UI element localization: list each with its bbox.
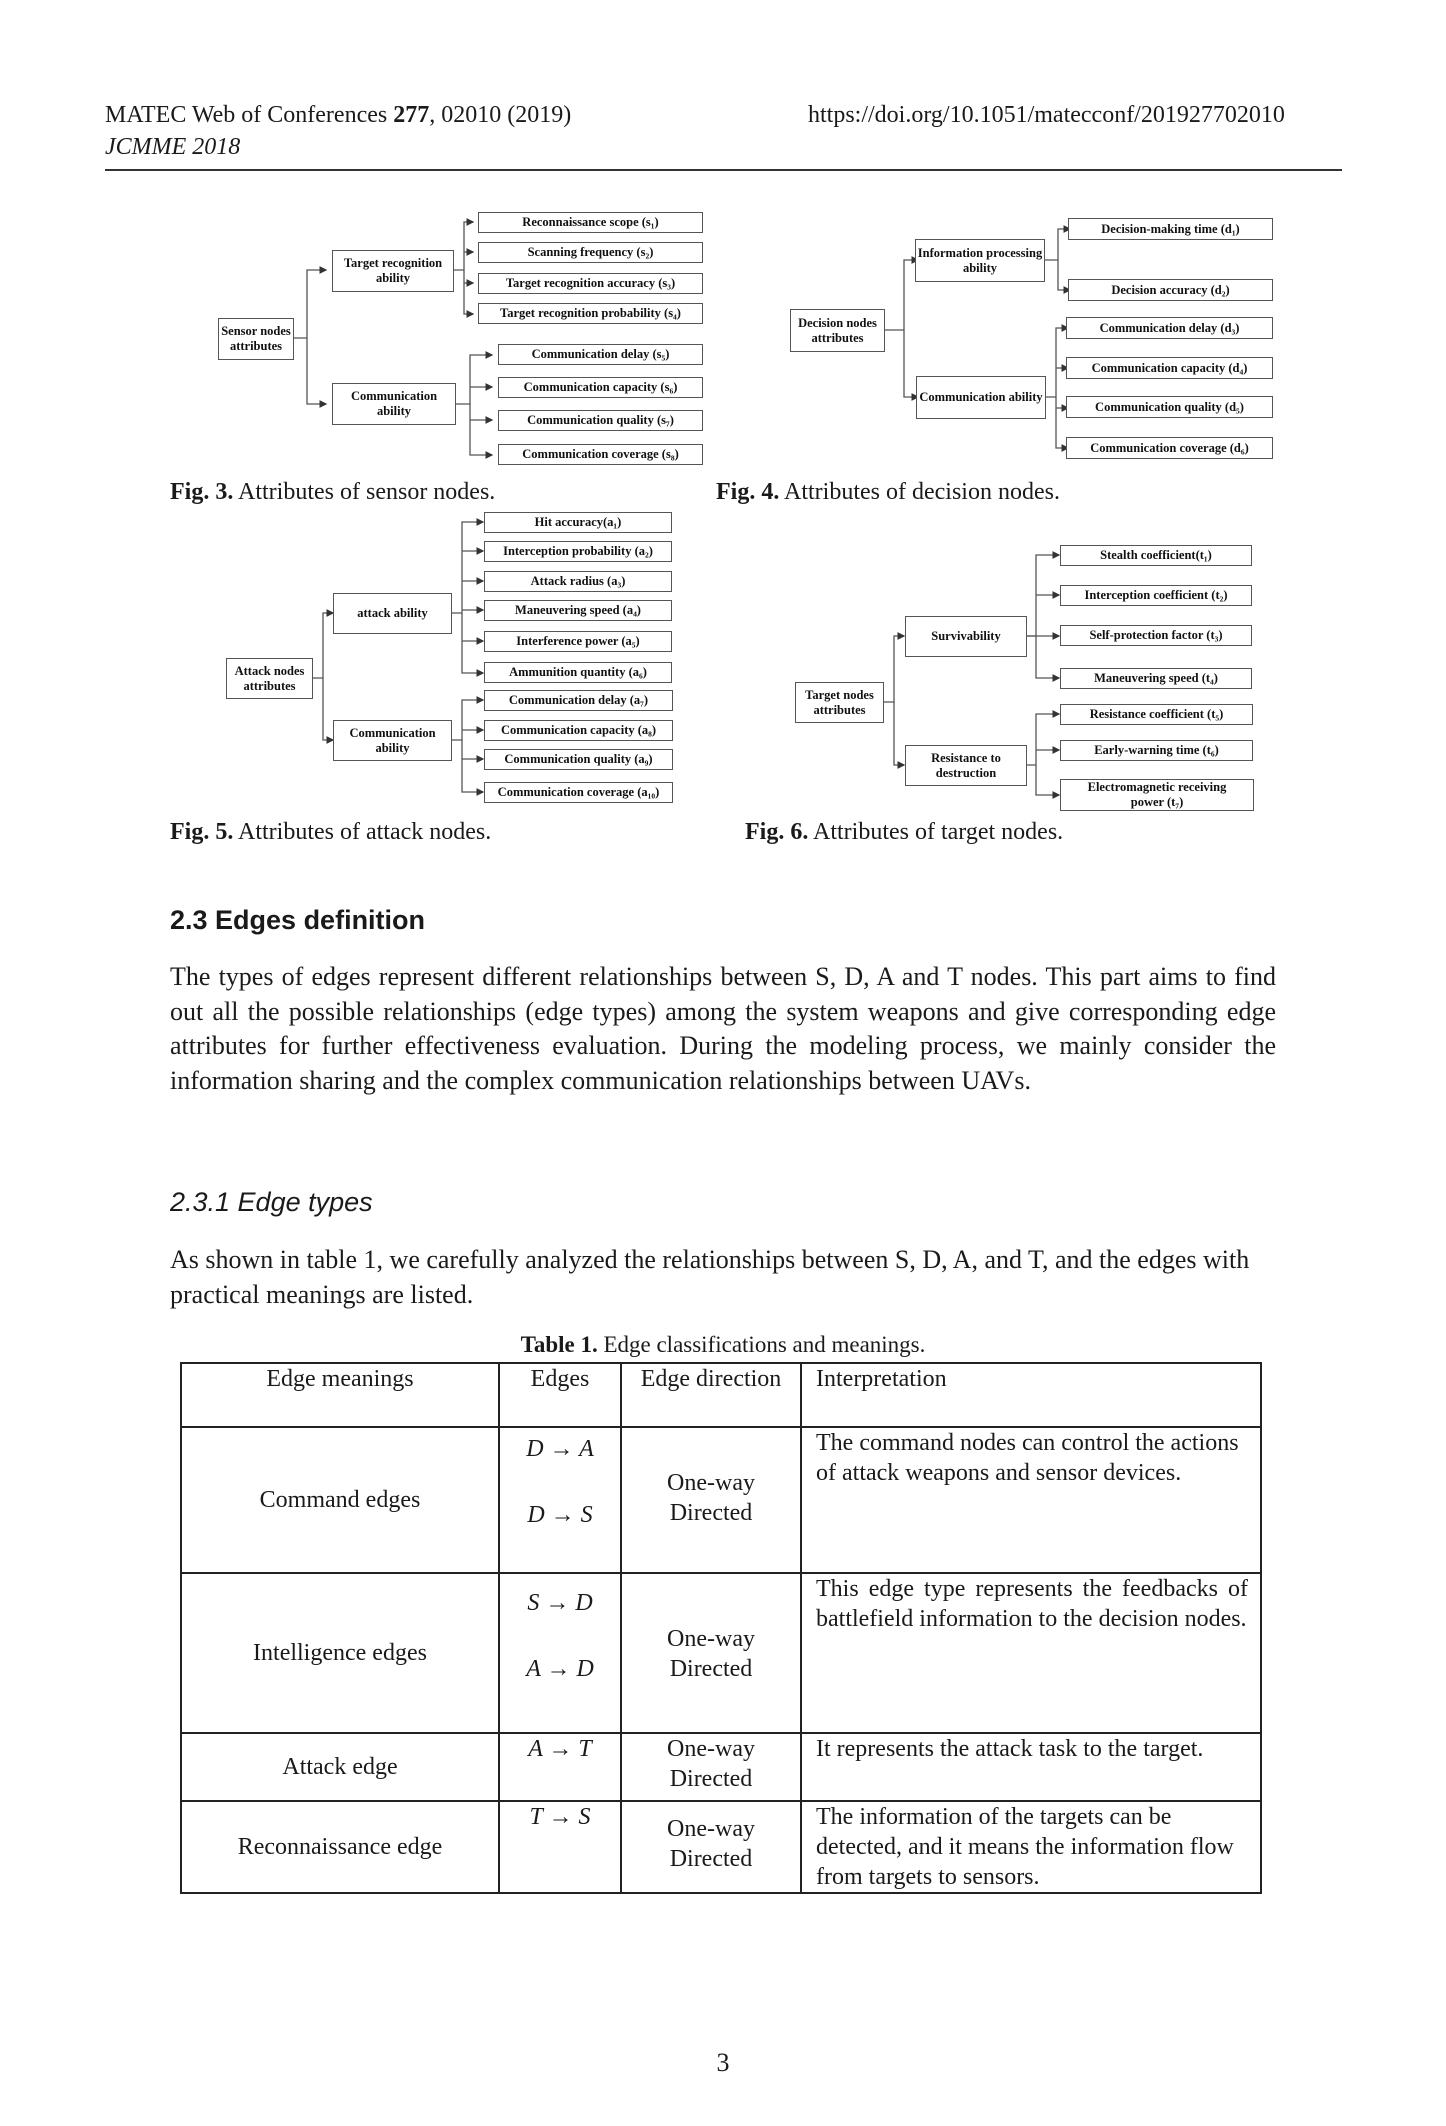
edge-formula: D → S	[527, 1502, 593, 1528]
article-number-year: , 02010 (2019)	[429, 102, 572, 128]
root-node: Decision nodes attributes	[790, 309, 885, 352]
figure-6-target-nodes-diagram	[780, 530, 1260, 810]
edges-cell	[499, 1427, 621, 1573]
leaf-node: Communication delay (a₇)	[484, 690, 673, 711]
leaf-node: Interference power (a₅)	[484, 631, 672, 652]
leaf-node: Scanning frequency (s₂)	[478, 242, 703, 263]
leaf-node: Resistance coefficient (t₅)	[1060, 704, 1253, 725]
edge-direction-text: One-way Directed	[667, 1816, 755, 1872]
figure-4-caption	[716, 477, 1060, 507]
edge-direction-cell	[621, 1733, 801, 1801]
leaf-node: Communication quality (s₇)	[498, 410, 703, 431]
column-header: Interpretation	[801, 1363, 1261, 1427]
table-row	[181, 1573, 1261, 1733]
running-header-journal	[105, 100, 571, 130]
figure-3-caption	[170, 477, 495, 507]
leaf-node: Decision-making time (d₁)	[1068, 218, 1273, 240]
edge-classification-table	[180, 1362, 1262, 1894]
edge-meaning-cell: Reconnaissance edge	[181, 1801, 499, 1893]
leaf-node: Communication coverage (s₈)	[498, 444, 703, 465]
leaf-node: Attack radius (a₃)	[484, 571, 672, 592]
leaf-node: Target recognition accuracy (s₃)	[478, 273, 703, 294]
interpretation-cell: The information of the targets can be detected, and it means the information flow from targets to sensors.	[801, 1801, 1261, 1893]
leaf-node: Communication quality (d₅)	[1066, 396, 1273, 418]
leaf-node: Communication delay (d₃)	[1066, 317, 1273, 339]
leaf-node: Interception probability (a₂)	[484, 541, 672, 562]
header-rule	[105, 169, 1342, 171]
leaf-node: Hit accuracy(a₁)	[484, 512, 672, 533]
figure-6-caption	[745, 817, 1063, 847]
figure-3-sensor-nodes-diagram	[200, 200, 700, 465]
group-node-attack-ability: attack ability	[333, 593, 452, 634]
leaf-node: Communication delay (s₅)	[498, 344, 703, 365]
edge-direction-text: One-way Directed	[667, 1736, 755, 1792]
edge-formula: T → S	[529, 1804, 591, 1830]
leaf-node: Communication capacity (d₄)	[1066, 357, 1273, 379]
table-row	[181, 1427, 1261, 1573]
root-node: Target nodes attributes	[795, 682, 884, 723]
figure-4-decision-nodes-diagram	[780, 210, 1280, 460]
figure-5-caption	[170, 817, 491, 847]
interpretation-cell: This edge type represents the feedbacks of battlefield information to the decision nodes.	[801, 1573, 1261, 1733]
table-1-caption	[0, 1332, 1446, 1358]
group-node-target-recognition: Target recognition ability	[332, 250, 454, 292]
root-node: Attack nodes attributes	[226, 658, 313, 699]
group-node-information-processing: Information processing ability	[915, 239, 1045, 282]
group-node-survivability: Survivability	[905, 616, 1027, 657]
table-row	[181, 1733, 1261, 1801]
doi-link[interactable]: https://doi.org/10.1051/matecconf/201927702010	[808, 102, 1285, 128]
leaf-node: Maneuvering speed (a₄)	[484, 600, 672, 621]
leaf-node: Communication quality (a₉)	[484, 749, 673, 770]
leaf-node: Communication capacity (a₈)	[484, 720, 673, 741]
figure-6-caption-text: Attributes of target nodes.	[808, 819, 1064, 845]
edge-meaning-cell: Command edges	[181, 1427, 499, 1573]
edge-direction-text: One-way Directed	[667, 1626, 755, 1682]
edges-cell	[499, 1573, 621, 1733]
figure-5-attack-nodes-diagram	[200, 505, 680, 805]
figure-4-label: Fig. 4.	[716, 479, 780, 505]
figure-6-label: Fig. 6.	[745, 819, 809, 845]
leaf-node: Interception coefficient (t₂)	[1060, 585, 1252, 606]
group-node-communication: Communication ability	[916, 376, 1046, 419]
conference-name: JCMME 2018	[105, 134, 241, 160]
table-row	[181, 1801, 1261, 1893]
leaf-node: Reconnaissance scope (s₁)	[478, 212, 703, 233]
table-header-row	[181, 1363, 1261, 1427]
subsection-paragraph: As shown in table 1, we carefully analyzed the relationships between S, D, A, and T, and the edges with practical meanings are listed.	[170, 1245, 1250, 1309]
section-heading: 2.3 Edges definition	[170, 905, 426, 935]
leaf-node: Self-protection factor (t₃)	[1060, 625, 1252, 646]
leaf-node: Early-warning time (t₆)	[1060, 740, 1253, 761]
figure-3-label: Fig. 3.	[170, 479, 234, 505]
column-header: Edges	[499, 1363, 621, 1427]
section-paragraph: The types of edges represent different relationships between S, D, A and T nodes. This part aims to find out all the possible relationships (edge types) among the system weapons and give corresponding edge attributes for further effectiveness evaluation. During the modeling process, we mainly consider the information sharing and the complex communication relationships between UAVs.	[170, 962, 1276, 1095]
edge-meaning-cell: Intelligence edges	[181, 1573, 499, 1733]
edge-direction-cell	[621, 1573, 801, 1733]
leaf-node: Stealth coefficient(t₁)	[1060, 545, 1252, 566]
leaf-node: Communication capacity (s₆)	[498, 377, 703, 398]
edges-cell	[499, 1801, 621, 1893]
edge-direction-text: One-way Directed	[667, 1470, 755, 1526]
subsection-heading: 2.3.1 Edge types	[170, 1187, 373, 1217]
leaf-node: Maneuvering speed (t₄)	[1060, 668, 1252, 689]
leaf-node: Ammunition quantity (a₆)	[484, 662, 672, 683]
leaf-node: Electromagnetic receiving power (t₇)	[1060, 779, 1254, 811]
table-1-label: Table 1.	[520, 1332, 598, 1357]
leaf-node: Communication coverage (d₆)	[1066, 437, 1273, 459]
figure-4-caption-text: Attributes of decision nodes.	[779, 479, 1060, 505]
figure-5-caption-text: Attributes of attack nodes.	[233, 819, 492, 845]
root-node: Sensor nodes attributes	[218, 318, 294, 360]
leaf-node: Target recognition probability (s₄)	[478, 303, 703, 324]
edges-cell	[499, 1733, 621, 1801]
journal-name: MATEC Web of Conferences	[105, 102, 388, 128]
group-node-communication: Communication ability	[332, 383, 456, 425]
edge-formula: D → A	[526, 1436, 594, 1462]
edge-meaning-cell: Attack edge	[181, 1733, 499, 1801]
interpretation-cell: It represents the attack task to the target.	[801, 1733, 1261, 1801]
interpretation-cell: The command nodes can control the actions of attack weapons and sensor devices.	[801, 1427, 1261, 1573]
edge-direction-cell	[621, 1801, 801, 1893]
edge-formula: S → D	[527, 1590, 593, 1616]
column-header: Edge meanings	[181, 1363, 499, 1427]
leaf-node: Decision accuracy (d₂)	[1068, 279, 1273, 301]
journal-volume: 277	[393, 102, 430, 128]
group-node-resistance-to-destruction: Resistance to destruction	[905, 745, 1027, 786]
leaf-node: Communication coverage (a₁₀)	[484, 782, 673, 803]
column-header: Edge direction	[621, 1363, 801, 1427]
group-node-communication: Communication ability	[333, 720, 452, 761]
edge-formula: A → T	[528, 1736, 592, 1762]
figure-3-caption-text: Attributes of sensor nodes.	[233, 479, 496, 505]
edge-formula: A → D	[526, 1656, 594, 1682]
edge-direction-cell	[621, 1427, 801, 1573]
page-number: 3	[716, 2048, 730, 2077]
figure-5-label: Fig. 5.	[170, 819, 234, 845]
table-1-caption-text: Edge classifications and meanings.	[597, 1332, 926, 1357]
